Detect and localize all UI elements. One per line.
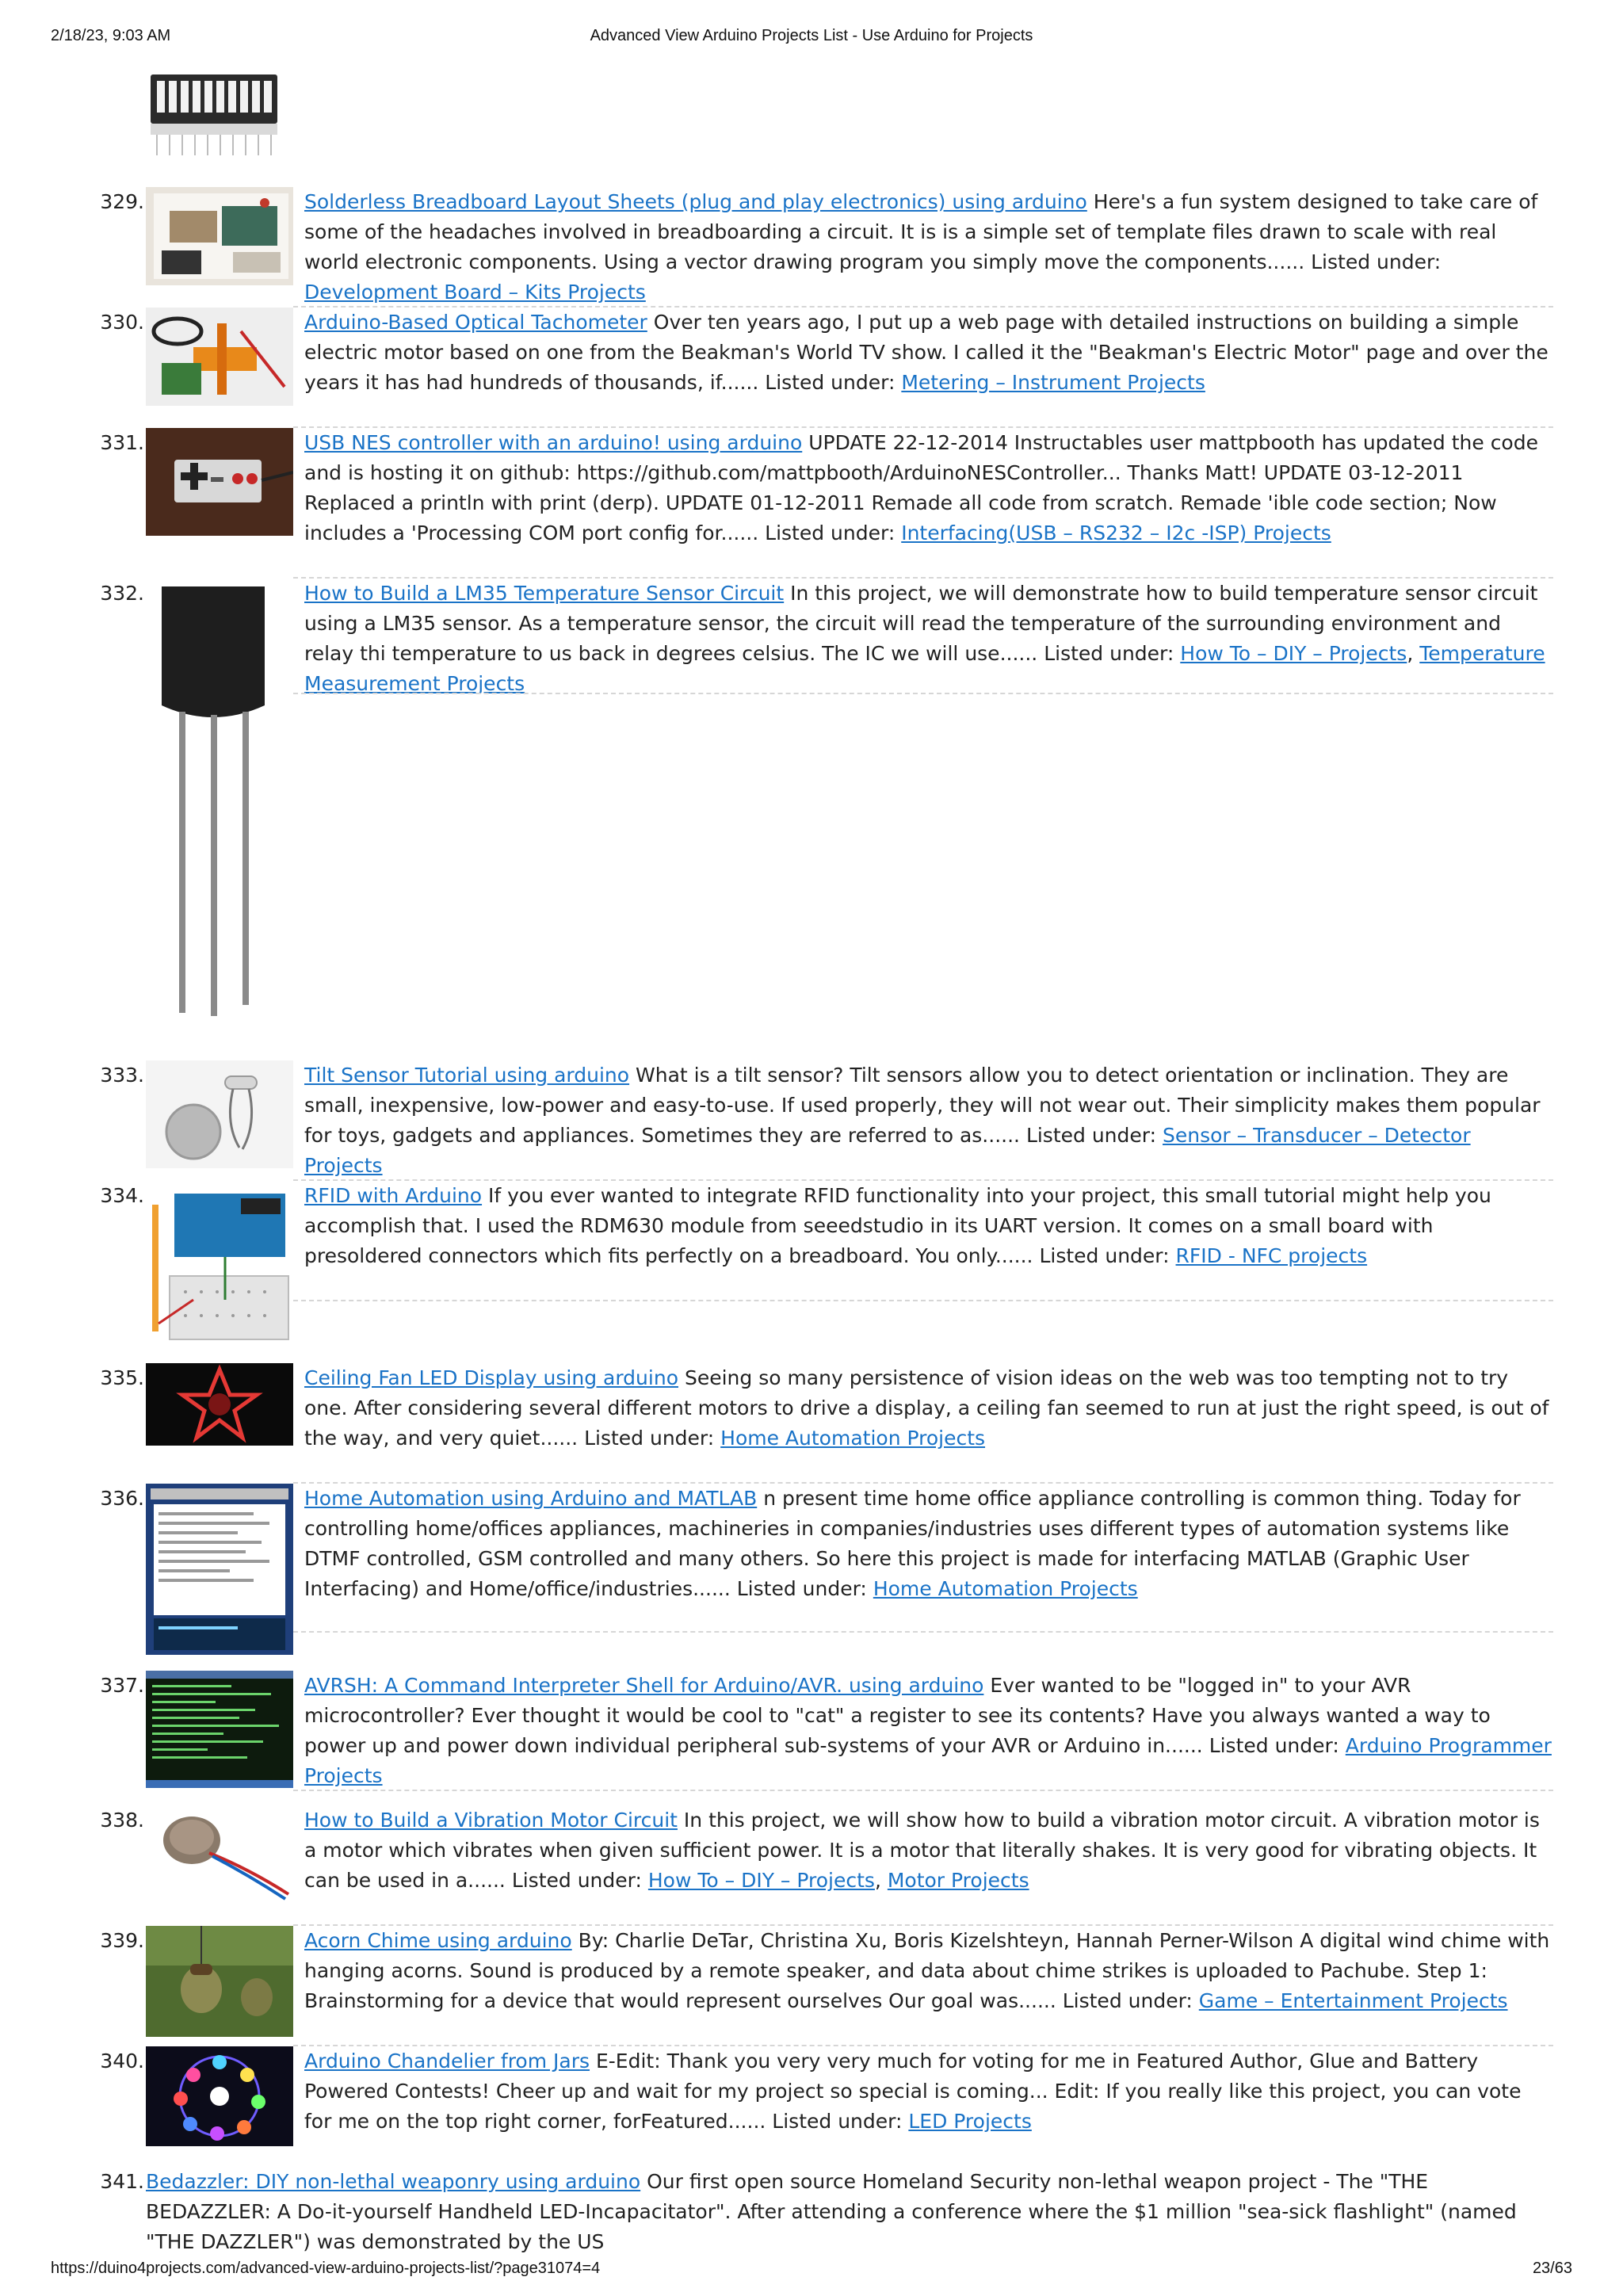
item-category-link[interactable]: Home Automation Projects (720, 1427, 986, 1450)
item-category-link[interactable]: Metering – Instrument Projects (901, 371, 1205, 394)
item-category-link[interactable]: Sensor – Transducer – Detector Projects (304, 1124, 1471, 1177)
optical-tachometer-thumbnail (146, 308, 293, 406)
item-listed-label: Listed under: (765, 371, 896, 394)
item-title-link[interactable]: How to Build a Vibration Motor Circuit (304, 1809, 678, 1832)
item-description: What is a tilt sensor? Tilt sensors allow you to detect orientation or inclination. They are small, inexpensive, low-power and easy-to-use. If used properly, they will not wear out. Their simplicity makes them popular for toys, gadgets and appliances. Sometimes they are referred to as...... (304, 1064, 1541, 1147)
item-listed-label: Listed under: (736, 1577, 867, 1600)
rfid-arduino-thumbnail (146, 1181, 293, 1344)
print-url: https://duino4projects.com/advanced-view-arduino-projects-list/?page31074=4 (51, 2260, 601, 2277)
item-category-link[interactable]: How To – DIY – Projects (1180, 642, 1407, 665)
item-title-link[interactable]: Arduino Chandelier from Jars (304, 2050, 590, 2073)
item-number: 334. (100, 1184, 144, 1207)
item-description: Our first open source Homeland Security non-lethal weapon project - The "THE BEDAZZLER: A Do-it-yourself Handheld LED-Incapacitator". After attending a conference where the $1 million "sea-sick flashlight" (named "THE DAZZLER") was demonstrated by the US (146, 2170, 1517, 2253)
avrsh-shell-thumbnail (146, 1671, 293, 1788)
lm35-sensor-thumbnail (146, 579, 293, 1030)
item-title-link[interactable]: Home Automation using Arduino and MATLAB (304, 1487, 758, 1510)
ceiling-fan-display-thumbnail (146, 1363, 293, 1446)
item-number: 333. (100, 1064, 144, 1087)
item-description: Here's a fun system designed to take care of some of the headaches involved in breadboarding a circuit. It is is a simple set of template files drawn to scale with real world electronic components. Using a vector drawing program you simply move the components...... (304, 190, 1538, 273)
item-category-link[interactable]: Interfacing(USB – RS232 – I2c -ISP) Projects (901, 521, 1331, 544)
item-listed-label: Listed under: (1025, 1124, 1157, 1147)
led-bargraph-thumbnail (147, 67, 284, 162)
tilt-sensor-thumbnail (146, 1060, 293, 1168)
item-number: 330. (100, 311, 144, 334)
item-number: 336. (100, 1487, 144, 1510)
item-title-link[interactable]: Solderless Breadboard Layout Sheets (plug and play electronics) using arduino (304, 190, 1087, 213)
print-datetime: 2/18/23, 9:03 AM (51, 27, 171, 44)
item-title-link[interactable]: How to Build a LM35 Temperature Sensor Circuit (304, 582, 785, 605)
item-description: Ever wanted to be "logged in" to your AVR microcontroller? Ever thought it would be cool to "cat" a register to see its contents? Have you always wanted a way to power up and power down individual peripheral sub-systems of your AVR or Arduino in...... (304, 1674, 1491, 1757)
item-category-link[interactable]: Home Automation Projects (873, 1577, 1138, 1600)
item-title-link[interactable]: Tilt Sensor Tutorial using arduino (304, 1064, 630, 1087)
print-page-number: 23/63 (1532, 2260, 1572, 2277)
item-description: If you ever wanted to integrate RFID functionality into your project, this small tutorial might help you accomplish that. I used the RDM630 module from seeedstudio in its UART version. It comes on a small board with presoldered connectors which fits perfectly on a breadboard. You only...... (304, 1184, 1491, 1267)
item-divider (293, 1790, 1553, 1791)
item-category-link[interactable]: LED Projects (908, 2110, 1032, 2133)
nes-controller-thumbnail (146, 428, 293, 536)
item-description: n present time home office appliance controlling is common thing. Today for controlling home/offices appliances, machineries in companies/industries uses different types of automation systems like DTMF controlled, GSM controlled and many others. So here this project is made for interfacing MATLAB (Graphic User Interfacing) and Home/office/industries...... (304, 1487, 1521, 1600)
item-description: By: Charlie DeTar, Christina Xu, Boris Kizelshteyn, Hannah Perner-Wilson A digital wind chime with hanging acorns. Sound is produced by a remote speaker, and data about chime strikes is uploaded to Pachube. Step 1: Brainstorming for a device that would represent ourselves Our goal was...... (304, 1929, 1550, 2012)
item-title-link[interactable]: Ceiling Fan LED Display using arduino (304, 1366, 678, 1389)
item-listed-label: Listed under: (584, 1427, 715, 1450)
item-number: 337. (100, 1674, 144, 1697)
item-category-link[interactable]: RFID - NFC projects (1175, 1244, 1368, 1267)
item-description: E-Edit: Thank you very very much for voting for me in Featured Author, Glue and Battery Powered Contests! Cheer up and wait for my project so special is coming... Edit: If you really like this project, you can vote for me on the top right corner, forFeatured...... (304, 2050, 1522, 2133)
item-description: UPDATE 22-12-2014 Instructables user mattpbooth has updated the code and is hosting it on github: https://github.com/mattpbooth/ArduinoNESController... Thanks Matt! UPDATE 03-12-2011 Replaced a println with print (derp). UPDATE 01-12-2011 Remade all code from scratch. Remade 'ible code section; Now includes a 'Processing COM port config for...... (304, 431, 1538, 544)
item-number: 331. (100, 431, 144, 454)
item-listed-label: Listed under: (1062, 1989, 1193, 2012)
item-title-link[interactable]: Acorn Chime using arduino (304, 1929, 572, 1952)
item-number: 338. (100, 1809, 144, 1832)
item-number: 340. (100, 2050, 144, 2073)
item-title-link[interactable]: Arduino-Based Optical Tachometer (304, 311, 647, 334)
item-title-link[interactable]: Bedazzler: DIY non-lethal weaponry using arduino (146, 2170, 641, 2193)
jar-chandelier-thumbnail (146, 2046, 293, 2146)
acorn-chime-thumbnail (146, 1926, 293, 2037)
item-number: 329. (100, 190, 144, 213)
item-number: 339. (100, 1929, 144, 1952)
item-title-link[interactable]: USB NES controller with an arduino! using arduino (304, 431, 803, 454)
item-title-link[interactable]: RFID with Arduino (304, 1184, 483, 1207)
item-description: In this project, we will demonstrate how to build temperature sensor circuit using a LM35 sensor. As a temperature sensor, the circuit will read the temperature of the surrounding environment and relay thi temperature to us back in degrees celsius. The IC we will use...... (304, 582, 1538, 665)
print-page-title: Advanced View Arduino Projects List - Use Arduino for Projects (590, 27, 1033, 44)
item-category-link[interactable]: Temperature Measurement Projects (304, 642, 1545, 695)
item-listed-label: Listed under: (511, 1869, 642, 1892)
item-listed-label: Listed under: (1039, 1244, 1170, 1267)
item-category-link[interactable]: How To – DIY – Projects (647, 1869, 875, 1892)
item-title-link[interactable]: AVRSH: A Command Interpreter Shell for Arduino/AVR. using arduino (304, 1674, 984, 1697)
item-category-link[interactable]: Game – Entertainment Projects (1198, 1989, 1508, 2012)
item-description: In this project, we will show how to build a vibration motor circuit. A vibration motor is a motor which vibrates when given sufficient power. It is a motor that literally shakes. It is very good for vibrating objects. It can be used in a...... (304, 1809, 1540, 1892)
item-number: 341. (100, 2170, 144, 2193)
breadboard-sheets-thumbnail (146, 187, 293, 285)
item-category-link[interactable]: Development Board – Kits Projects (304, 281, 646, 304)
item-category-link[interactable]: Motor Projects (887, 1869, 1029, 1892)
item-listed-label: Listed under: (1311, 250, 1442, 273)
print-footer (51, 2260, 1572, 2280)
vibration-motor-thumbnail (146, 1805, 293, 1904)
print-header (51, 27, 1572, 48)
item-category-link[interactable]: Arduino Programmer Projects (304, 1734, 1552, 1787)
item-description: Seeing so many persistence of vision ideas on the web was too tempting not to try one. After considering several different motors to drive a display, a ceiling fan seemed to run at just the right speed, is out of the way, and very quiet...... (304, 1366, 1549, 1450)
item-listed-label: Listed under: (765, 521, 896, 544)
item-divider (293, 1631, 1553, 1633)
matlab-home-automation-thumbnail (146, 1484, 293, 1655)
item-number: 335. (100, 1366, 144, 1389)
item-listed-label: Listed under: (1209, 1734, 1339, 1757)
item-divider (293, 693, 1553, 694)
item-listed-label: Listed under: (772, 2110, 903, 2133)
item-listed-label: Listed under: (1044, 642, 1174, 665)
item-description: Over ten years ago, I put up a web page with detailed instructions on building a simple electric motor based on one from the Beakman's World TV show. I called it the "Beakman's Electric Motor" page and over the years it has had hundreds of thousands, if...... (304, 311, 1549, 394)
item-divider (293, 1300, 1553, 1301)
item-number: 332. (100, 582, 144, 605)
